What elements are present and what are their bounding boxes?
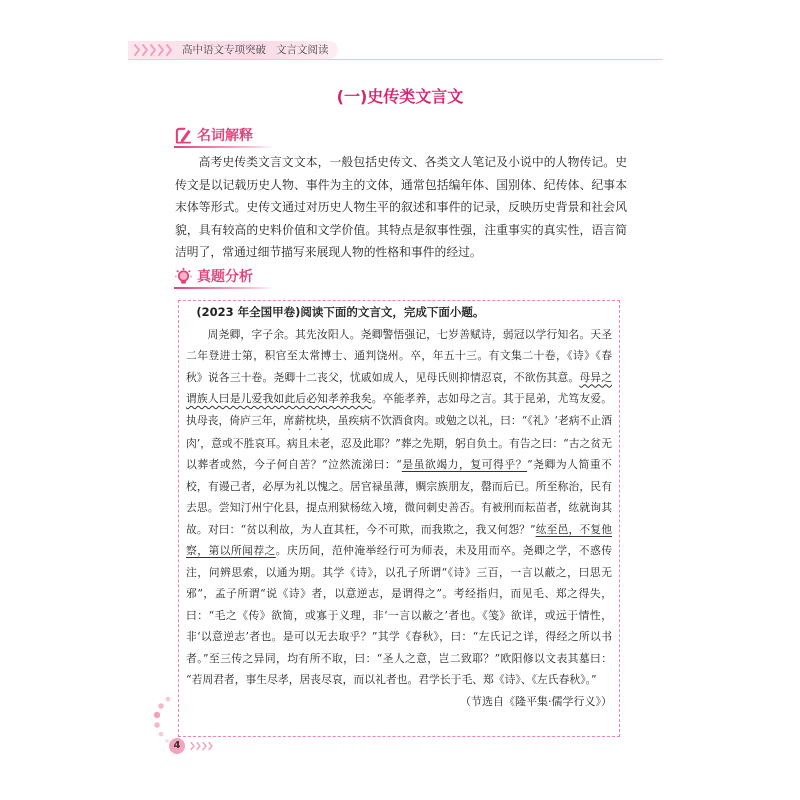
passage-text: 。庆历间，范仲淹举经行可为师表，未及用而卒。尧卿之学，不惑传注，问辨思索，以通为期。其学《诗》，以孔子所谓“《诗》三百，一言以蔽之，曰思无邪”，孟子所谓“说《诗》者，以意逆志，是谓得之”。考经指归，而见毛、郑之得失，曰：“毛之《传》欲简，或寡于义理，非‘一言以蔽之’者也。《笺》欲详，或远于情性，非‘以意逆志’者也。是可以无去取乎？”其学《春秋》，曰：“左氏记之详，得经之所以书者。”至三传之异同，均有所不取，曰：“圣人之意，岂二致耶？”欧阳修以文表其墓曰：“若周君者，事生尽孝，居丧尽哀，而以礼者也。君学长于毛、郑《诗》、《左氏春秋》。”	[186, 544, 613, 686]
chevron-decoration-icon	[189, 741, 217, 751]
passage-source: （节选自《隆平集·儒学行义》）	[460, 694, 612, 708]
passage-text: 。卒能孝养，志如母之言。其于昆弟，尤笃友爱。执母丧，倚庐三年，	[186, 392, 612, 427]
passage-text: 周尧卿，字子余。其先汝阳人。尧卿警悟强记，七岁善赋诗，弱冠以学行知名。天圣二年登进士第，积官至太常博士、通判饶州。卒，年五十三。有文集二十卷，《诗》《春秋》说各三十卷。尧卿十二丧父，忧戚如成人，见母氏则抑情忍哀，不欲伤其意。	[186, 327, 612, 384]
passage-text: ”尧卿为人简重不校，有谩己者，必厚为礼以愧之。居官禄虽薄，赒宗族朋友，罄而后已。所至称治，民有去思。尝知汀州宁化县，提点刑狱杨纮入境，微问刺史善否。有被刑而耘苗者，纮就询其故。对曰：“贫以利故，为人直其枉，今不可欺，而我欺之，我又何怨？”	[186, 458, 612, 536]
analysis-heading-rule	[174, 287, 274, 289]
analysis-heading	[174, 266, 253, 286]
page-title: (一)史传类文言文	[336, 87, 464, 106]
chevron-decoration-icon	[133, 43, 177, 57]
definition-heading-rule	[174, 146, 274, 148]
definition-heading-label: 名词解释	[197, 128, 253, 144]
series-title: 高中语文专项突破	[182, 44, 266, 56]
section-title: 文言文阅读	[276, 44, 329, 56]
definition-heading	[174, 125, 253, 145]
passage-translation-segment: 是虽欲竭力，复可得乎？	[401, 458, 528, 471]
exam-prompt: (2023 年全国甲卷)阅读下面的文言文，完成下面小题。	[196, 305, 485, 319]
classical-passage	[186, 324, 612, 691]
passage-text: ，虽疾病不饮酒食肉。或勉之以礼，曰：“《礼》‘老病不止酒肉’，意或不胜哀耳。病且未老，忍及此耶？”葬之先期，躬自负土。有告之曰：“古之贫无以葬者或然，今子何自苦？”泣然流涕曰：“	[186, 413, 612, 471]
passage-sentence-break-segment: 母异之谓族人曰是儿爱我如此后必知孝养我矣	[186, 370, 613, 405]
header-rule	[128, 59, 663, 60]
exam-question-box	[178, 300, 620, 737]
running-header	[182, 41, 329, 59]
definition-body: 高考史传类文言文文本，一般包括史传文、各类文人笔记及小说中的人物传记。史传文是以记载历史人物、事件为主的文体，通常包括编年体、国别体、纪传体、纪事本末体等形式。史传文通过对历史人物生平的叙述和事件的记录，反映历史背景和社会风貌，具有较高的史料价值和文学价值。其特点是叙事性强，注重事实的真实性，语言简洁明了，常通过细节描写来展现人物的性格和事件的经过。	[175, 155, 627, 259]
lightbulb-icon	[174, 267, 193, 286]
analysis-heading-label: 真题分析	[197, 269, 253, 285]
page-number: 4	[169, 738, 185, 754]
passage-emphasis-segment: 席薪枕块	[283, 413, 327, 427]
pen-icon	[174, 126, 193, 145]
passage-translation-segment: 纮至邑，不复他察，第以所闻荐之	[186, 522, 612, 557]
